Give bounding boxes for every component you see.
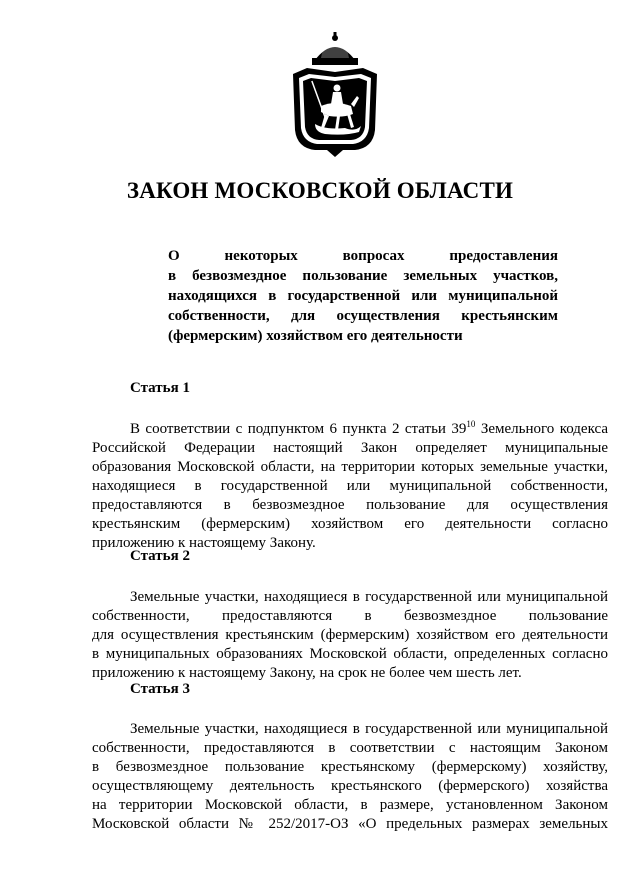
article-line (92, 420, 608, 439)
article-line: крестьянским (фермерским) хозяйством его деятельности согласно (92, 516, 608, 532)
subject-line: О некоторых вопросах предоставления (168, 248, 558, 264)
article-line: Московской области № 252/2017-ОЗ «О предельных размерах земельных (92, 816, 608, 832)
article-line: в муниципальных образованиях Московской области, определенных согласно (92, 646, 608, 662)
subject-line: находящихся в государственной или муниципальной (168, 288, 558, 304)
article-3-text (92, 720, 608, 834)
article-line: на территории Московской области, в размере, установленном Законом (92, 797, 608, 813)
subject-line: в безвозмездное пользование земельных участков, (168, 268, 558, 284)
subject-line: (фермерским) хозяйством его деятельности (168, 328, 463, 344)
article-line: находящиеся в государственной или муниципальной собственности, (92, 478, 608, 494)
article-line: предоставляются в безвозмездное пользование для осуществления (92, 497, 608, 513)
article-2-text (92, 588, 608, 683)
article-line: Земельные участки, находящиеся в государственной или муниципальной (130, 589, 608, 605)
article-reference-superscript: 10 (466, 419, 476, 429)
coat-of-arms-emblem (285, 30, 385, 158)
article-2-heading: Статья 2 (130, 548, 190, 564)
article-1-text (92, 420, 608, 553)
article-line: образования Московской области, на территории которых земельные участки, (92, 459, 608, 475)
subject-line: собственности, для осуществления крестьянским (168, 308, 558, 324)
article-line: приложению к настоящему Закону, на срок не более чем шесть лет. (92, 665, 522, 681)
article-line: собственности, предоставляются в соответствии с настоящим Законом (92, 740, 608, 756)
article-line: Российской Федерации настоящий Закон определяет муниципальные (92, 440, 608, 456)
article-line: для осуществления крестьянским (фермерским) хозяйством его деятельности (92, 627, 608, 643)
article-line: в безвозмездное пользование крестьянскому (фермерскому) хозяйству, (92, 759, 608, 775)
article-1-heading: Статья 1 (130, 380, 190, 396)
article-line: Земельные участки, находящиеся в государственной или муниципальной (130, 721, 608, 737)
article-line: осуществляющему деятельность крестьянского (фермерского) хозяйства (92, 778, 608, 794)
crown-icon (312, 32, 358, 65)
law-subject (168, 246, 558, 346)
law-title: ЗАКОН МОСКОВСКОЙ ОБЛАСТИ (126, 178, 514, 203)
article-line-post: Земельного кодекса (475, 421, 608, 437)
article-3-heading: Статья 3 (130, 681, 190, 697)
article-line-pre: В соответствии с подпунктом 6 пункта 2 статьи 39 (130, 421, 467, 437)
article-line: собственности, предоставляются в безвозмездное пользование (92, 608, 608, 624)
article-line: приложению к настоящему Закону. (92, 535, 316, 551)
